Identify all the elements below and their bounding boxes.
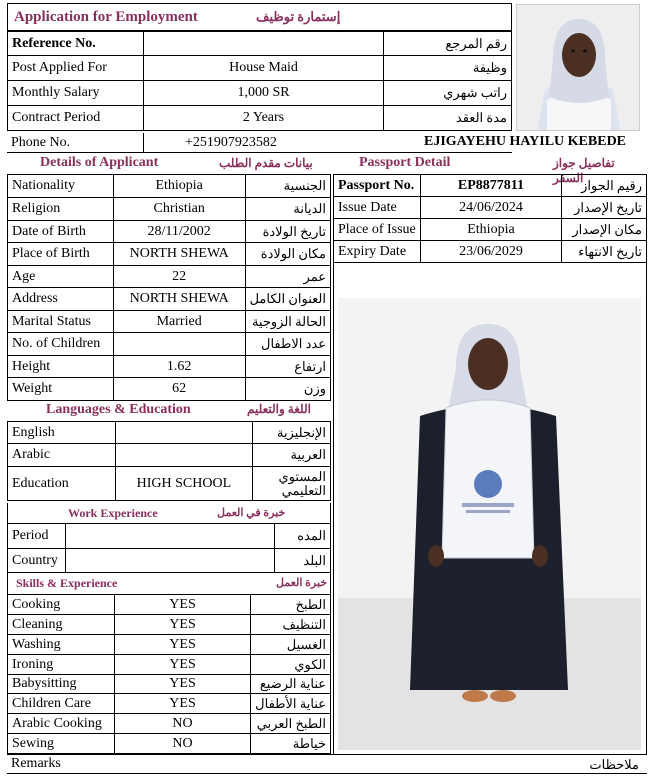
label-ar: خياطة	[251, 734, 331, 754]
row-post	[8, 56, 512, 81]
label-ar: وظيفة	[384, 56, 512, 81]
label-en: Cleaning	[8, 615, 115, 635]
label-ar: المده	[275, 524, 331, 549]
label-ar: عمر	[245, 266, 330, 288]
label-en: Ironing	[8, 655, 115, 675]
label-en: Reference No.	[8, 32, 144, 56]
applicant-row	[8, 175, 331, 198]
label-en: Address	[8, 288, 114, 311]
form-header	[7, 3, 512, 31]
passport-row	[334, 197, 647, 219]
label-ar: ارتفاع	[245, 356, 330, 378]
label-ar: التنظيف	[251, 615, 331, 635]
skill-row	[8, 675, 331, 694]
value	[65, 524, 274, 549]
languages-title-en: Languages & Education	[46, 402, 191, 417]
top-info-table	[7, 31, 512, 131]
remarks-label-en: Remarks	[11, 756, 61, 771]
label-ar: المستوي التعليمي	[253, 467, 331, 501]
label-ar: مكان الإصدار	[562, 219, 647, 241]
phone-value: +251907923582	[185, 135, 277, 150]
row-salary	[8, 81, 512, 106]
value	[115, 444, 253, 467]
applicant-row	[8, 356, 331, 378]
label-en: Place of Birth	[8, 243, 114, 266]
label-ar: عناية الأطفال	[251, 694, 331, 714]
label-en: English	[8, 422, 116, 444]
applicant-full-body-photo	[338, 298, 641, 750]
label-en: Passport No.	[334, 175, 421, 197]
label-en: Expiry Date	[334, 241, 421, 263]
label-ar: رقم المرجع	[384, 32, 512, 56]
label-ar: البلد	[275, 549, 331, 573]
label-en: Monthly Salary	[8, 81, 144, 106]
work-table	[7, 523, 331, 573]
row-contract	[8, 106, 512, 131]
languages-title-ar: اللغة والتعليم	[247, 402, 311, 416]
value: Ethiopia	[113, 175, 245, 198]
label-ar: تاريخ الإصدار	[562, 197, 647, 219]
skill-row	[8, 615, 331, 635]
applicant-table	[7, 174, 331, 401]
value: Married	[113, 311, 245, 333]
work-section-header	[7, 503, 331, 523]
applicant-section-header	[7, 153, 331, 174]
label-en: Post Applied For	[8, 56, 144, 81]
label-en: Period	[8, 524, 66, 549]
value: HIGH SCHOOL	[115, 467, 253, 501]
label-en: Height	[8, 356, 114, 378]
row-country	[8, 549, 331, 573]
full-body-photo-image	[338, 298, 641, 750]
value: 62	[113, 378, 245, 401]
label-ar: تاريخ الانتهاء	[562, 241, 647, 263]
passport-title-en: Passport Detail	[359, 155, 451, 170]
candidate-name: EJIGAYEHU HAYILU KEBEDE	[424, 134, 627, 149]
value: NO	[114, 714, 250, 734]
value: EP8877811	[420, 175, 561, 197]
phone-label: Phone No.	[11, 135, 71, 150]
label-ar: العنوان الكامل	[245, 288, 330, 311]
applicant-row	[8, 198, 331, 221]
value: YES	[114, 615, 250, 635]
label-en: Cooking	[8, 595, 115, 615]
passport-title-ar: تفاصيل جواز السفر	[553, 156, 615, 185]
work-title-ar: خبرة في العمل	[217, 507, 286, 519]
value: NORTH SHEWA	[113, 243, 245, 266]
value: 2 Years	[143, 106, 383, 131]
label-ar: الجنسية	[245, 175, 330, 198]
value: House Maid	[143, 56, 383, 81]
skills-title-ar: خبرة العمل	[276, 577, 328, 589]
label-ar: عناية الرضيع	[251, 675, 331, 694]
label-en: Marital Status	[8, 311, 114, 333]
value: 1.62	[113, 356, 245, 378]
label-en: Arabic	[8, 444, 116, 467]
value: 23/06/2029	[420, 241, 561, 263]
label-en: Country	[8, 549, 66, 573]
row-english	[8, 422, 331, 444]
skill-row	[8, 714, 331, 734]
title-en: Application for Employment	[14, 9, 198, 25]
label-en: Age	[8, 266, 114, 288]
label-en: Washing	[8, 635, 115, 655]
passport-row	[334, 219, 647, 241]
label-en: Date of Birth	[8, 221, 114, 243]
value: YES	[114, 635, 250, 655]
applicant-row	[8, 221, 331, 243]
label-ar: الكوي	[251, 655, 331, 675]
skills-title-en: Skills & Experience	[16, 576, 118, 590]
value: NO	[114, 734, 250, 754]
label-en: Education	[8, 467, 116, 501]
value: NORTH SHEWA	[113, 288, 245, 311]
value	[113, 333, 245, 356]
label-en: Contract Period	[8, 106, 144, 131]
passport-row	[334, 175, 647, 197]
label-ar: الغسيل	[251, 635, 331, 655]
applicant-title-ar: بيانات مقدم الطلب	[219, 156, 313, 170]
label-en: Issue Date	[334, 197, 421, 219]
label-ar: وزن	[245, 378, 330, 401]
applicant-row	[8, 266, 331, 288]
label-en: Children Care	[8, 694, 115, 714]
value: Ethiopia	[420, 219, 561, 241]
value: YES	[114, 655, 250, 675]
skills-table	[7, 594, 331, 754]
label-en: Nationality	[8, 175, 114, 198]
label-ar: الطبخ العربي	[251, 714, 331, 734]
skill-row	[8, 595, 331, 615]
row-period	[8, 524, 331, 549]
remarks-row	[7, 754, 647, 774]
label-en: Arabic Cooking	[8, 714, 115, 734]
skill-row	[8, 635, 331, 655]
label-ar: رقيم الجواز	[562, 175, 647, 197]
label-en: Place of Issue	[334, 219, 421, 241]
label-en: Babysitting	[8, 675, 115, 694]
skill-row	[8, 694, 331, 714]
label-ar: مكان الولادة	[245, 243, 330, 266]
label-ar: مدة العقد	[384, 106, 512, 131]
value: YES	[114, 694, 250, 714]
value: 28/11/2002	[113, 221, 245, 243]
skills-section-header	[7, 572, 331, 594]
label-en: No. of Children	[8, 333, 114, 356]
value: YES	[114, 675, 250, 694]
label-ar: راتب شهري	[384, 81, 512, 106]
value	[65, 549, 274, 573]
row-education	[8, 467, 331, 501]
languages-table	[7, 421, 331, 501]
value: 22	[113, 266, 245, 288]
remarks-label-ar: ملاحظات	[589, 757, 639, 772]
label-ar: العربية	[253, 444, 331, 467]
skill-row	[8, 655, 331, 675]
row-reference	[8, 32, 512, 56]
applicant-row	[8, 243, 331, 266]
applicant-row	[8, 288, 331, 311]
label-en: Religion	[8, 198, 114, 221]
label-ar: الإنجليزية	[253, 422, 331, 444]
skill-row	[8, 734, 331, 754]
passport-table	[333, 174, 647, 263]
value: Christian	[113, 198, 245, 221]
label-ar: تاريخ الولادة	[245, 221, 330, 243]
title-ar: إستمارة توظيف	[256, 9, 341, 24]
label-ar: عدد الاطفال	[245, 333, 330, 356]
portrait-photo-image	[517, 5, 640, 131]
label-ar: الطبخ	[251, 595, 331, 615]
divider	[143, 133, 144, 153]
work-title-en: Work Experience	[68, 506, 158, 520]
label-ar: الحالة الزوجية	[245, 311, 330, 333]
applicant-portrait-photo	[516, 4, 640, 131]
applicant-title-en: Details of Applicant	[40, 155, 159, 170]
applicant-row	[8, 378, 331, 401]
value: 1,000 SR	[143, 81, 383, 106]
value	[143, 32, 383, 56]
languages-section-header	[7, 399, 331, 421]
applicant-row	[8, 333, 331, 356]
value: 24/06/2024	[420, 197, 561, 219]
label-en: Sewing	[8, 734, 115, 754]
value: YES	[114, 595, 250, 615]
value	[115, 422, 253, 444]
label-en: Weight	[8, 378, 114, 401]
passport-row	[334, 241, 647, 263]
label-ar: الديانة	[245, 198, 330, 221]
applicant-row	[8, 311, 331, 333]
row-arabic	[8, 444, 331, 467]
